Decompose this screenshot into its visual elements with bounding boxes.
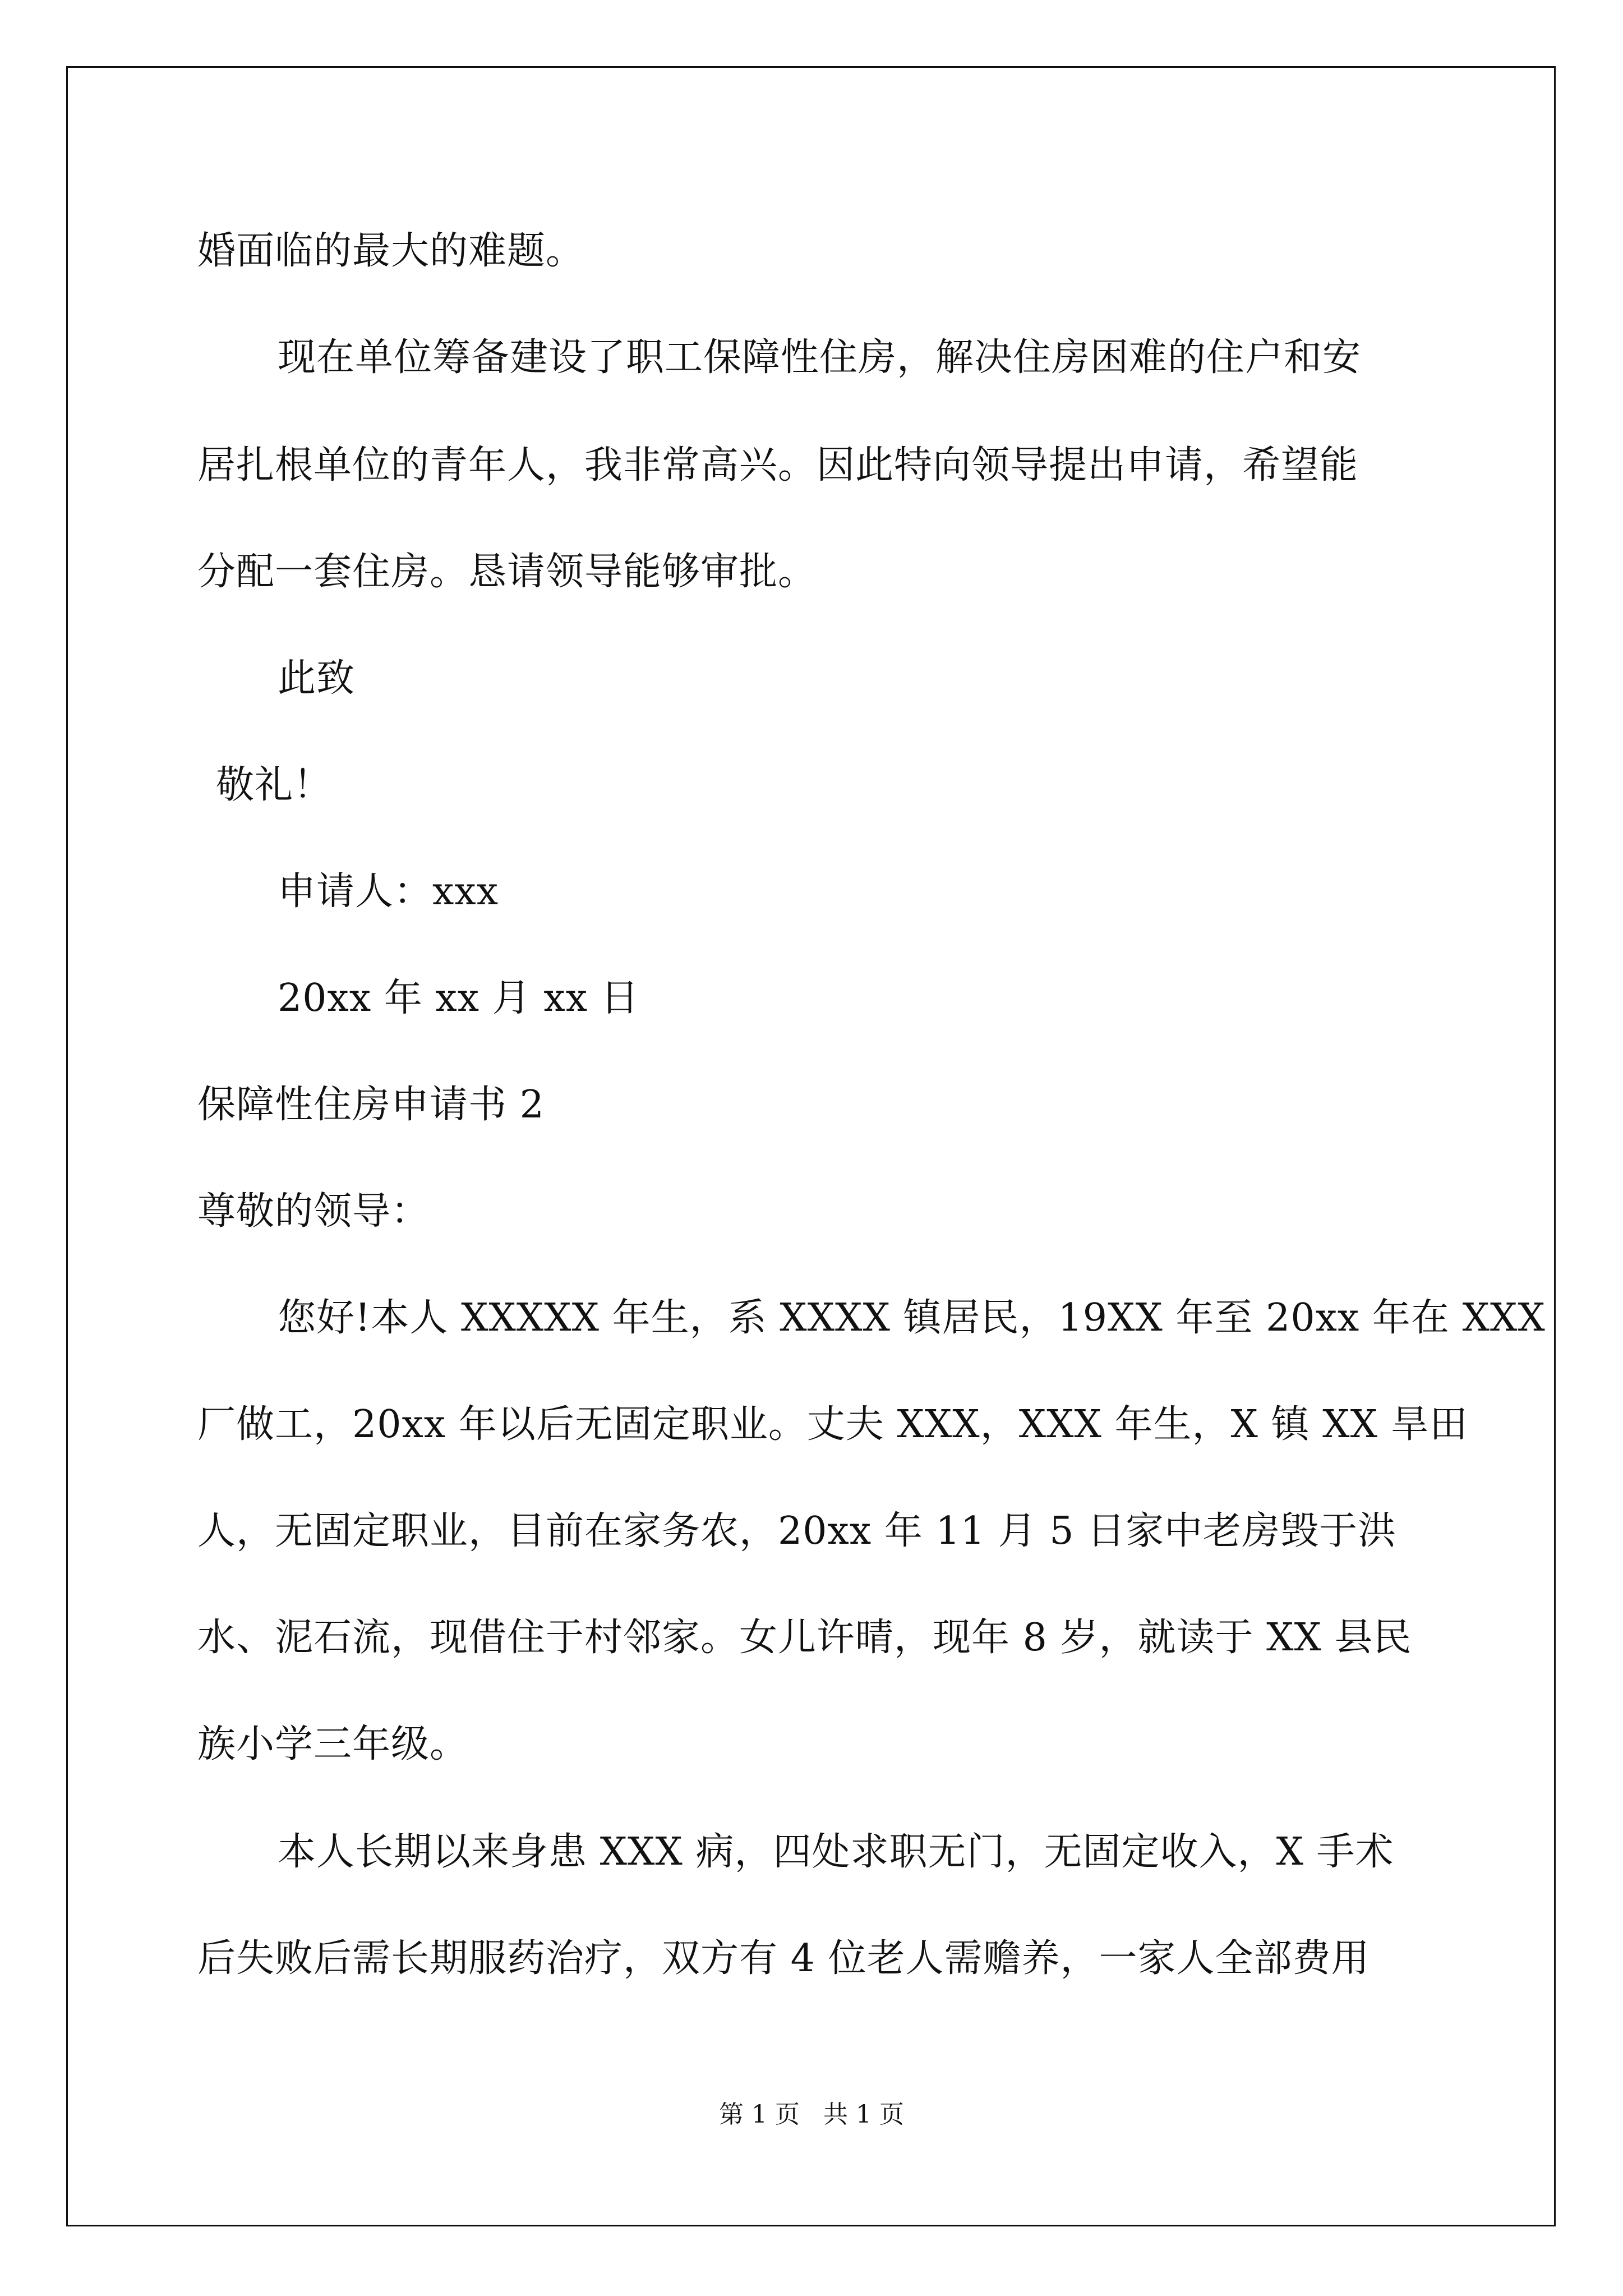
text-line: 居扎根单位的青年人，我非常高兴。因此特向领导提出申请，希望能: [197, 443, 1359, 487]
text-line: 水、泥石流，现借住于村邻家。女儿许晴，现年 8 岁，就读于 XX 县民: [197, 1616, 1412, 1660]
page-total: 共 1 页: [823, 2100, 904, 2129]
text-line: 后失败后需长期服药治疗，双方有 4 位老人需赡养，一家人全部费用: [197, 1936, 1370, 1981]
text-line: 族小学三年级。: [197, 1722, 469, 1766]
text-line: 您好!本人 XXXXX 年生，系 XXXX 镇居民，19XX 年至 20xx 年在 XXX: [278, 1296, 1546, 1340]
text-line: 现在单位筹备建设了职工保障性住房，解决住房困难的住户和安: [278, 335, 1362, 380]
text-line: 申请人：xxx: [278, 869, 499, 914]
text-line: 本人长期以来身患 XXX 病，四处求职无门，无固定收入，X 手术: [278, 1830, 1394, 1874]
text-line: 此致: [278, 656, 356, 701]
text-line: 分配一套住房。恳请领导能够审批。: [197, 550, 817, 594]
page-footer: [0, 2098, 1623, 2132]
page-border: [66, 66, 1556, 2226]
text-line: 厂做工，20xx 年以后无固定职业。丈夫 XXX，XXX 年生，X 镇 XX 旱田: [197, 1402, 1468, 1447]
text-line: 20xx 年 xx 月 xx 日: [278, 976, 639, 1020]
salutation: 尊敬的领导：: [197, 1189, 430, 1234]
page-number: 第 1 页: [719, 2100, 800, 2129]
text-line: 人，无固定职业，目前在家务农，20xx 年 11 月 5 日家中老房毁于洪: [197, 1509, 1397, 1553]
text-line: 敬礼！: [216, 763, 333, 807]
text-line: 婚面临的最大的难题。: [197, 229, 585, 273]
section-heading: 保障性住房申请书 2: [197, 1083, 545, 1127]
